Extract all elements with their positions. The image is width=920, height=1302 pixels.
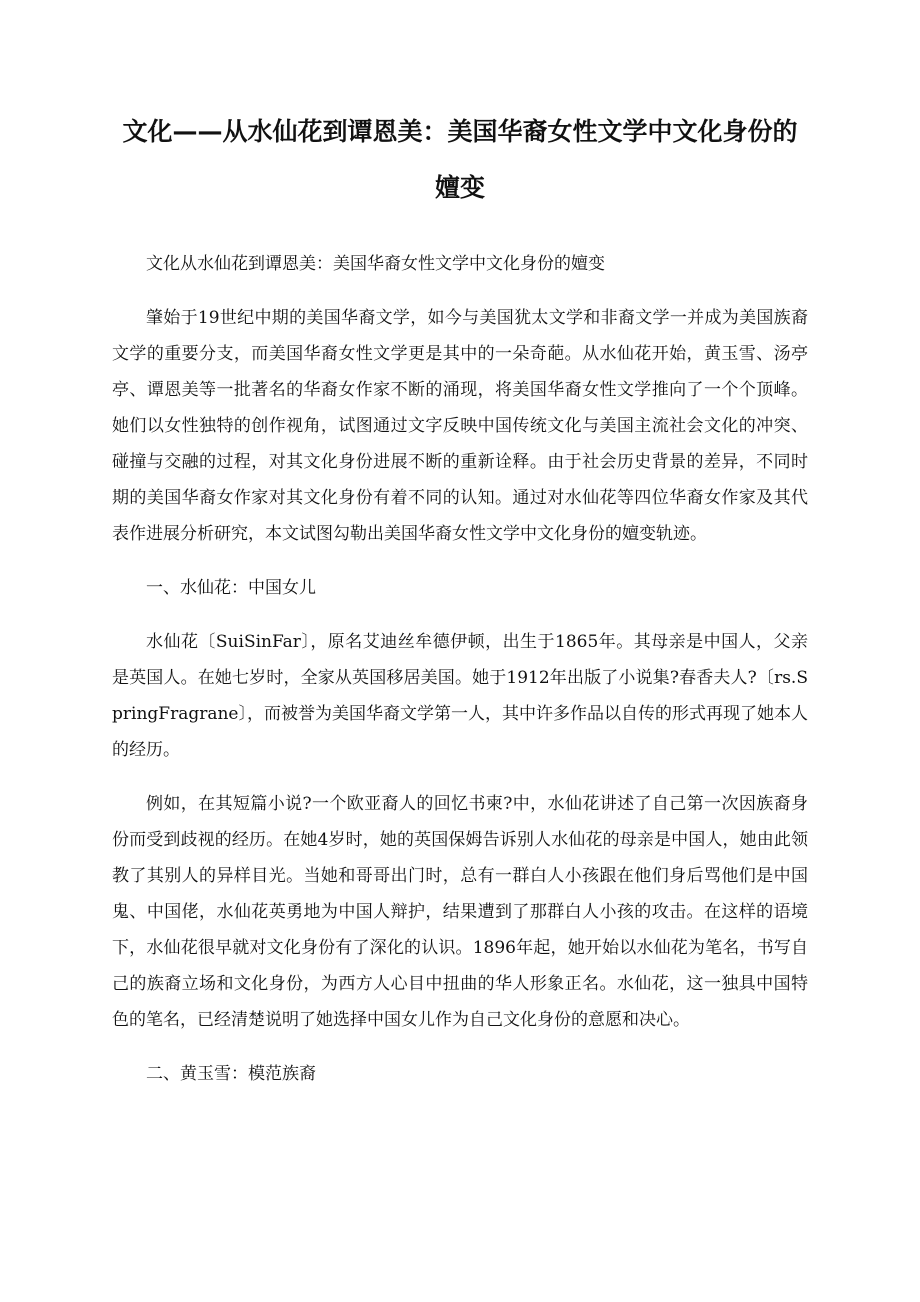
section-heading-2: 二、黄玉雪：模范族裔	[146, 1064, 316, 1084]
document-title: 文化——从水仙花到谭恩美：美国华裔女性文学中文化身份的嬗变	[122, 117, 798, 202]
section1-paragraph-2: 例如，在其短篇小说?一个欧亚裔人的回忆书柬?中，水仙花讲述了自己第一次因族裔身份而受到歧视的经历。在她4岁时，她的英国保姆告诉别人水仙花的母亲是中国人，她由此领教了其别人的异样目光。当她和哥哥出门时，总有一群白人小孩跟在他们身后骂他们是中国鬼、中国佬，水仙花英勇地为中国人辩护，结果遭到了那群白人小孩的攻击。在这样的语境下，水仙花很早就对文化身份有了深化的认识。1896年起，她开始以水仙花为笔名，书写自己的族裔立场和文化身份，为西方人心目中扭曲的华人形象正名。水仙花，这一独具中国特色的笔名，已经清楚说明了她选择中国女儿作为自己文化身份的意愿和决心。	[112, 794, 808, 1030]
intro-paragraph: 肇始于19世纪中期的美国华裔文学，如今与美国犹太文学和非裔文学一并成为美国族裔文学的重要分支，而美国华裔女性文学更是其中的一朵奇葩。从水仙花开始，黄玉雪、汤亭亭、谭恩美等一批著名的华裔女作家不断的涌现，将美国华裔女性文学推向了一个个顶峰。她们以女性独特的创作视角，试图通过文字反映中国传统文化与美国主流社会文化的冲突、碰撞与交融的过程，对其文化身份进展不断的重新诠释。由于社会历史背景的差异，不同时期的美国华裔女作家对其文化身份有着不同的认知。通过对水仙花等四位华裔女作家及其代表作进展分析研究，本文试图勾勒出美国华裔女性文学中文化身份的嬗变轨迹。	[112, 308, 808, 544]
document-subtitle: 文化从水仙花到谭恩美：美国华裔女性文学中文化身份的嬗变	[146, 254, 605, 274]
document-body	[112, 246, 808, 1092]
section1-paragraph-1: 水仙花〔SuiSinFar〕，原名艾迪丝牟德伊顿，出生于1865年。其母亲是中国人，父亲是英国人。在她七岁时，全家从英国移居美国。她于1912年出版了小说集?春香夫人?〔rs.SpringFragrane〕，而被誉为美国华裔文学第一人，其中许多作品以自传的形式再现了她本人的经历。	[112, 632, 808, 760]
section-heading-1: 一、水仙花：中国女儿	[146, 578, 316, 598]
